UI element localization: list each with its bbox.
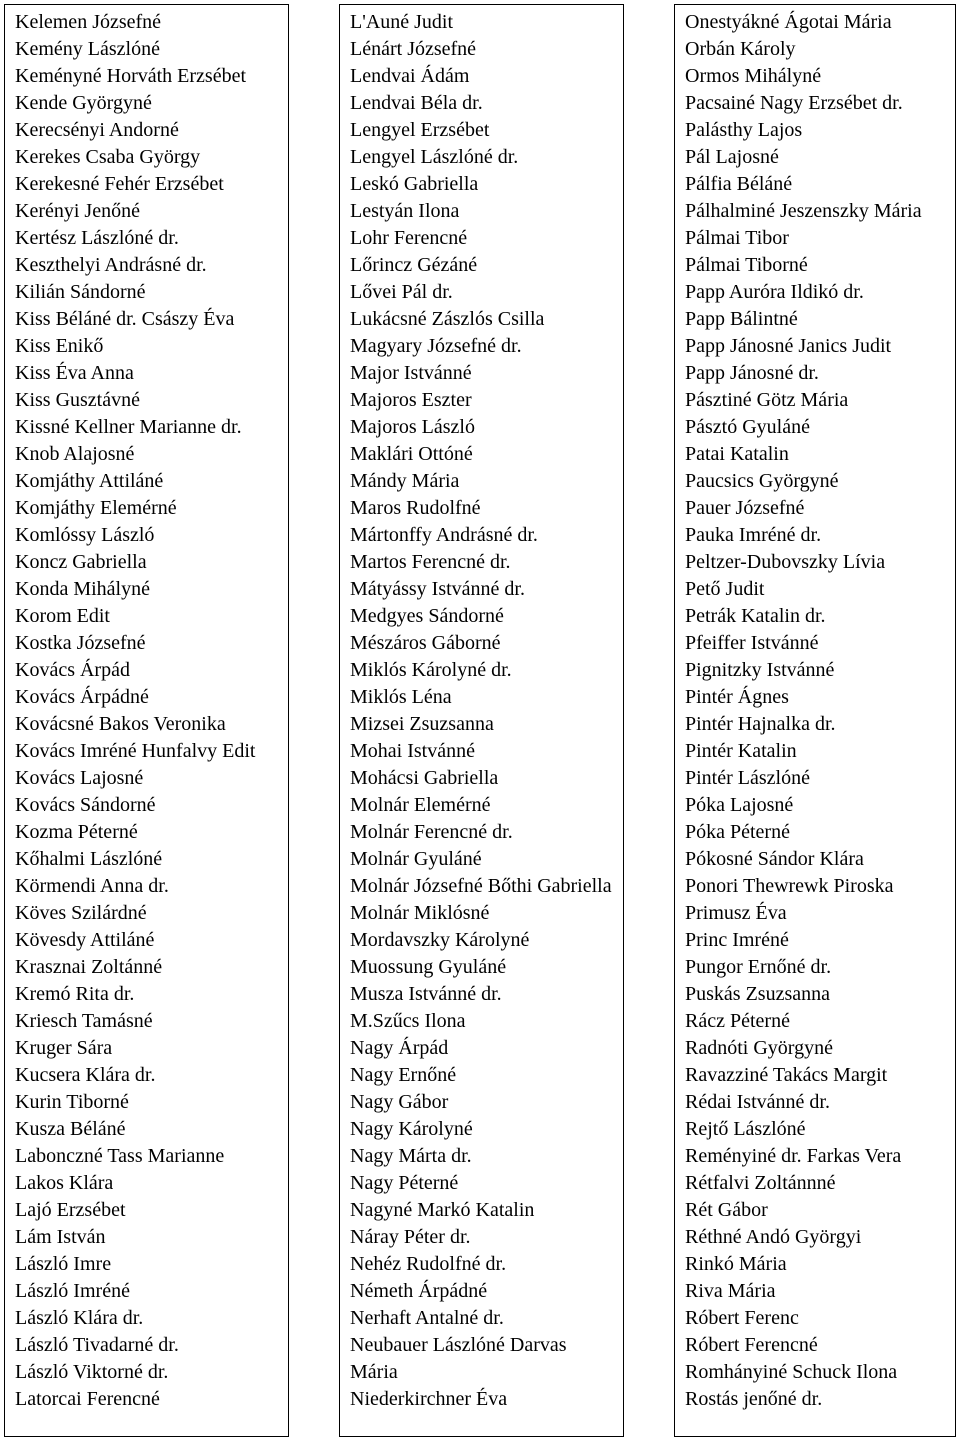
name-entry: Lendvai Ádám bbox=[350, 65, 470, 87]
name-entry: Kostka Józsefné bbox=[15, 632, 146, 654]
name-entry: Mordavszky Károlyné bbox=[350, 929, 530, 951]
name-entry: Pókosné Sándor Klára bbox=[685, 848, 864, 870]
name-entry: Kurin Tiborné bbox=[15, 1091, 129, 1113]
name-entry: Lám István bbox=[15, 1226, 106, 1248]
name-entry: László Klára dr. bbox=[15, 1307, 144, 1329]
name-entry: Musza Istvánné dr. bbox=[350, 983, 502, 1005]
name-entry: Mohácsi Gabriella bbox=[350, 767, 499, 789]
name-entry: Paucsics Györgyné bbox=[685, 470, 839, 492]
name-entry: Keményné Horváth Erzsébet bbox=[15, 65, 247, 87]
name-entry: Ponori Thewrewk Piroska bbox=[685, 875, 894, 897]
name-entry: Kruger Sára bbox=[15, 1037, 113, 1059]
name-entry: Miklós Károlyné dr. bbox=[350, 659, 512, 681]
name-entry: Kövesdy Attiláné bbox=[15, 929, 155, 951]
name-entry: Mátyássy Istvánné dr. bbox=[350, 578, 525, 600]
name-entry: Latorcai Ferencné bbox=[15, 1388, 160, 1410]
name-entry: Kelemen Józsefné bbox=[15, 11, 162, 33]
name-entry: Romhányiné Schuck Ilona bbox=[685, 1361, 898, 1383]
name-entry: Pintér Katalin bbox=[685, 740, 797, 762]
name-entry: Pacsainé Nagy Erzsébet dr. bbox=[685, 92, 903, 114]
name-entry: Majoros László bbox=[350, 416, 475, 438]
name-entry: Nagy Károlyné bbox=[350, 1118, 473, 1140]
name-entry: Onestyákné Ágotai Mária bbox=[685, 11, 892, 33]
name-entry: Rinkó Mária bbox=[685, 1253, 787, 1275]
name-entry: Orbán Károly bbox=[685, 38, 796, 60]
name-entry: Kovács Imréné Hunfalvy Edit bbox=[15, 740, 256, 762]
name-entry: Rédai Istvánné dr. bbox=[685, 1091, 830, 1113]
name-entry: Martos Ferencné dr. bbox=[350, 551, 511, 573]
name-entry: Pálmai Tibor bbox=[685, 227, 789, 249]
name-entry: Nehéz Rudolfné dr. bbox=[350, 1253, 507, 1275]
name-entry: Majoros Eszter bbox=[350, 389, 472, 411]
name-entry: Kerecsényi Andorné bbox=[15, 119, 179, 141]
name-entry: Nagy Márta dr. bbox=[350, 1145, 472, 1167]
name-entry: Kende Györgyné bbox=[15, 92, 152, 114]
name-entry: Lőrincz Gézáné bbox=[350, 254, 478, 276]
name-entry: Pálfia Béláné bbox=[685, 173, 793, 195]
name-entry: M.Szűcs Ilona bbox=[350, 1010, 466, 1032]
name-entry: Rétfalvi Zoltánnné bbox=[685, 1172, 836, 1194]
name-entry: Komjáthy Elemérné bbox=[15, 497, 177, 519]
name-entry: Nagy Péterné bbox=[350, 1172, 459, 1194]
name-entry: Knob Alajosné bbox=[15, 443, 135, 465]
name-column-2 bbox=[339, 4, 624, 1437]
name-entry: Labonczné Tass Marianne bbox=[15, 1145, 225, 1167]
name-entry: Komjáthy Attiláné bbox=[15, 470, 164, 492]
name-entry: Lengyel Erzsébet bbox=[350, 119, 490, 141]
name-entry: Lengyel Lászlóné dr. bbox=[350, 146, 519, 168]
name-column-3 bbox=[674, 4, 956, 1437]
name-entry: Lakos Klára bbox=[15, 1172, 114, 1194]
name-entry: Molnár Miklósné bbox=[350, 902, 490, 924]
name-entry: Réthné Andó Györgyi bbox=[685, 1226, 862, 1248]
name-entry: Maros Rudolfné bbox=[350, 497, 481, 519]
name-entry: Kriesch Tamásné bbox=[15, 1010, 153, 1032]
name-entry: Kovács Árpád bbox=[15, 659, 130, 681]
name-entry: Lénárt Józsefné bbox=[350, 38, 477, 60]
name-entry: Róbert Ferencné bbox=[685, 1334, 818, 1356]
name-entry: Kerekes Csaba György bbox=[15, 146, 201, 168]
name-entry: Kiss Éva Anna bbox=[15, 362, 134, 384]
name-entry: Molnár Józsefné Bőthi Gabriella bbox=[350, 875, 612, 897]
name-entry: Primusz Éva bbox=[685, 902, 787, 924]
name-entry: Köves Szilárdné bbox=[15, 902, 147, 924]
name-entry: Mohai Istvánné bbox=[350, 740, 475, 762]
name-entry: Reményiné dr. Farkas Vera bbox=[685, 1145, 902, 1167]
name-entry: Molnár Elemérné bbox=[350, 794, 491, 816]
name-entry: Kremó Rita dr. bbox=[15, 983, 135, 1005]
name-entry: Kissné Kellner Marianne dr. bbox=[15, 416, 242, 438]
name-entry: Pauka Imréné dr. bbox=[685, 524, 822, 546]
name-entry: Kozma Péterné bbox=[15, 821, 138, 843]
name-entry: Mándy Mária bbox=[350, 470, 460, 492]
name-entry: Pintér Hajnalka dr. bbox=[685, 713, 836, 735]
name-entry: Molnár Gyuláné bbox=[350, 848, 482, 870]
name-entry: Rostás jenőné dr. bbox=[685, 1388, 823, 1410]
name-entry: Kovács Lajosné bbox=[15, 767, 144, 789]
name-entry: Kilián Sándorné bbox=[15, 281, 146, 303]
name-entry: Papp Jánosné dr. bbox=[685, 362, 819, 384]
name-entry: Pál Lajosné bbox=[685, 146, 779, 168]
name-entry: Kucsera Klára dr. bbox=[15, 1064, 156, 1086]
name-entry: Lohr Ferencné bbox=[350, 227, 468, 249]
name-entry: Molnár Ferencné dr. bbox=[350, 821, 513, 843]
name-entry: Kerényi Jenőné bbox=[15, 200, 140, 222]
name-entry: László Imréné bbox=[15, 1280, 130, 1302]
name-entry: Mizsei Zsuzsanna bbox=[350, 713, 494, 735]
name-entry: Lendvai Béla dr. bbox=[350, 92, 483, 114]
name-entry: Rét Gábor bbox=[685, 1199, 768, 1221]
name-entry: Koncz Gabriella bbox=[15, 551, 147, 573]
name-entry: Nagy Árpád bbox=[350, 1037, 449, 1059]
name-entry: Kerekesné Fehér Erzsébet bbox=[15, 173, 224, 195]
name-entry: Riva Mária bbox=[685, 1280, 776, 1302]
name-entry: Pető Judit bbox=[685, 578, 765, 600]
name-entry: Puskás Zsuzsanna bbox=[685, 983, 830, 1005]
name-entry: Pauer Józsefné bbox=[685, 497, 805, 519]
name-entry: Ravazziné Takács Margit bbox=[685, 1064, 888, 1086]
name-entry: Patai Katalin bbox=[685, 443, 789, 465]
name-entry: Komlóssy László bbox=[15, 524, 155, 546]
name-entry: Leskó Gabriella bbox=[350, 173, 479, 195]
name-entry: Kiss Béláné dr. Császy Éva bbox=[15, 308, 235, 330]
name-entry: Kiss Gusztávné bbox=[15, 389, 140, 411]
name-entry: Lővei Pál dr. bbox=[350, 281, 453, 303]
name-entry: Pásztó Gyuláné bbox=[685, 416, 810, 438]
name-entry: Pásztiné Götz Mária bbox=[685, 389, 849, 411]
name-entry: Kovács Árpádné bbox=[15, 686, 149, 708]
name-entry: Ormos Mihályné bbox=[685, 65, 822, 87]
name-entry: Kőhalmi Lászlóné bbox=[15, 848, 163, 870]
name-entry: Papp Bálintné bbox=[685, 308, 798, 330]
name-entry: Mártonffy Andrásné dr. bbox=[350, 524, 538, 546]
name-entry: Kiss Enikő bbox=[15, 335, 104, 357]
name-entry: László Viktorné dr. bbox=[15, 1361, 169, 1383]
name-entry: Maklári Ottóné bbox=[350, 443, 473, 465]
name-entry: Körmendi Anna dr. bbox=[15, 875, 169, 897]
name-entry: Kovácsné Bakos Veronika bbox=[15, 713, 226, 735]
name-entry: Rácz Péterné bbox=[685, 1010, 790, 1032]
name-entry: Pintér Ágnes bbox=[685, 686, 789, 708]
name-entry: Petrák Katalin dr. bbox=[685, 605, 826, 627]
name-entry: Pungor Ernőné dr. bbox=[685, 956, 832, 978]
name-entry: Konda Mihályné bbox=[15, 578, 150, 600]
name-entry: Keszthelyi Andrásné dr. bbox=[15, 254, 207, 276]
name-entry: Radnóti Györgyné bbox=[685, 1037, 833, 1059]
name-entry: Németh Árpádné bbox=[350, 1280, 488, 1302]
name-entry: Lukácsné Zászlós Csilla bbox=[350, 308, 545, 330]
name-entry: Palásthy Lajos bbox=[685, 119, 803, 141]
name-entry: Neubauer Lászlóné Darvas Mária bbox=[350, 1334, 567, 1383]
name-entry: Niederkirchner Éva bbox=[350, 1388, 508, 1410]
name-entry: Lajó Erzsébet bbox=[15, 1199, 126, 1221]
name-entry: Korom Edit bbox=[15, 605, 110, 627]
name-entry: Nagyné Markó Katalin bbox=[350, 1199, 535, 1221]
name-entry: Póka Péterné bbox=[685, 821, 790, 843]
name-entry: Muossung Gyuláné bbox=[350, 956, 507, 978]
name-entry: Pálmai Tiborné bbox=[685, 254, 808, 276]
name-entry: Pálhalminé Jeszenszky Mária bbox=[685, 200, 922, 222]
name-entry: L'Auné Judit bbox=[350, 11, 454, 33]
name-entry: Nerhaft Antalné dr. bbox=[350, 1307, 504, 1329]
name-entry: Kemény Lászlóné bbox=[15, 38, 160, 60]
name-entry: Náray Péter dr. bbox=[350, 1226, 471, 1248]
name-entry: Miklós Léna bbox=[350, 686, 452, 708]
name-entry: Peltzer-Dubovszky Lívia bbox=[685, 551, 886, 573]
name-entry: Kovács Sándorné bbox=[15, 794, 156, 816]
name-entry: Mészáros Gáborné bbox=[350, 632, 501, 654]
name-entry: Papp Auróra Ildikó dr. bbox=[685, 281, 864, 303]
name-entry: Kusza Béláné bbox=[15, 1118, 126, 1140]
name-entry: Magyary Józsefné dr. bbox=[350, 335, 522, 357]
name-entry: Pintér Lászlóné bbox=[685, 767, 810, 789]
name-entry: Major Istvánné bbox=[350, 362, 472, 384]
name-entry: Nagy Gábor bbox=[350, 1091, 449, 1113]
name-entry: Krasznai Zoltánné bbox=[15, 956, 163, 978]
name-entry: Princ Imréné bbox=[685, 929, 789, 951]
name-column-1 bbox=[4, 4, 289, 1437]
name-entry: Papp Jánosné Janics Judit bbox=[685, 335, 892, 357]
name-entry: Pfeiffer Istvánné bbox=[685, 632, 819, 654]
name-entry: Kertész Lászlóné dr. bbox=[15, 227, 179, 249]
name-entry: Nagy Ernőné bbox=[350, 1064, 457, 1086]
name-entry: Póka Lajosné bbox=[685, 794, 794, 816]
name-entry: Medgyes Sándorné bbox=[350, 605, 504, 627]
name-entry: Rejtő Lászlóné bbox=[685, 1118, 806, 1140]
name-entry: László Imre bbox=[15, 1253, 112, 1275]
name-entry: Róbert Ferenc bbox=[685, 1307, 799, 1329]
name-entry: László Tivadarné dr. bbox=[15, 1334, 179, 1356]
name-entry: Pignitzky Istvánné bbox=[685, 659, 835, 681]
name-entry: Lestyán Ilona bbox=[350, 200, 460, 222]
